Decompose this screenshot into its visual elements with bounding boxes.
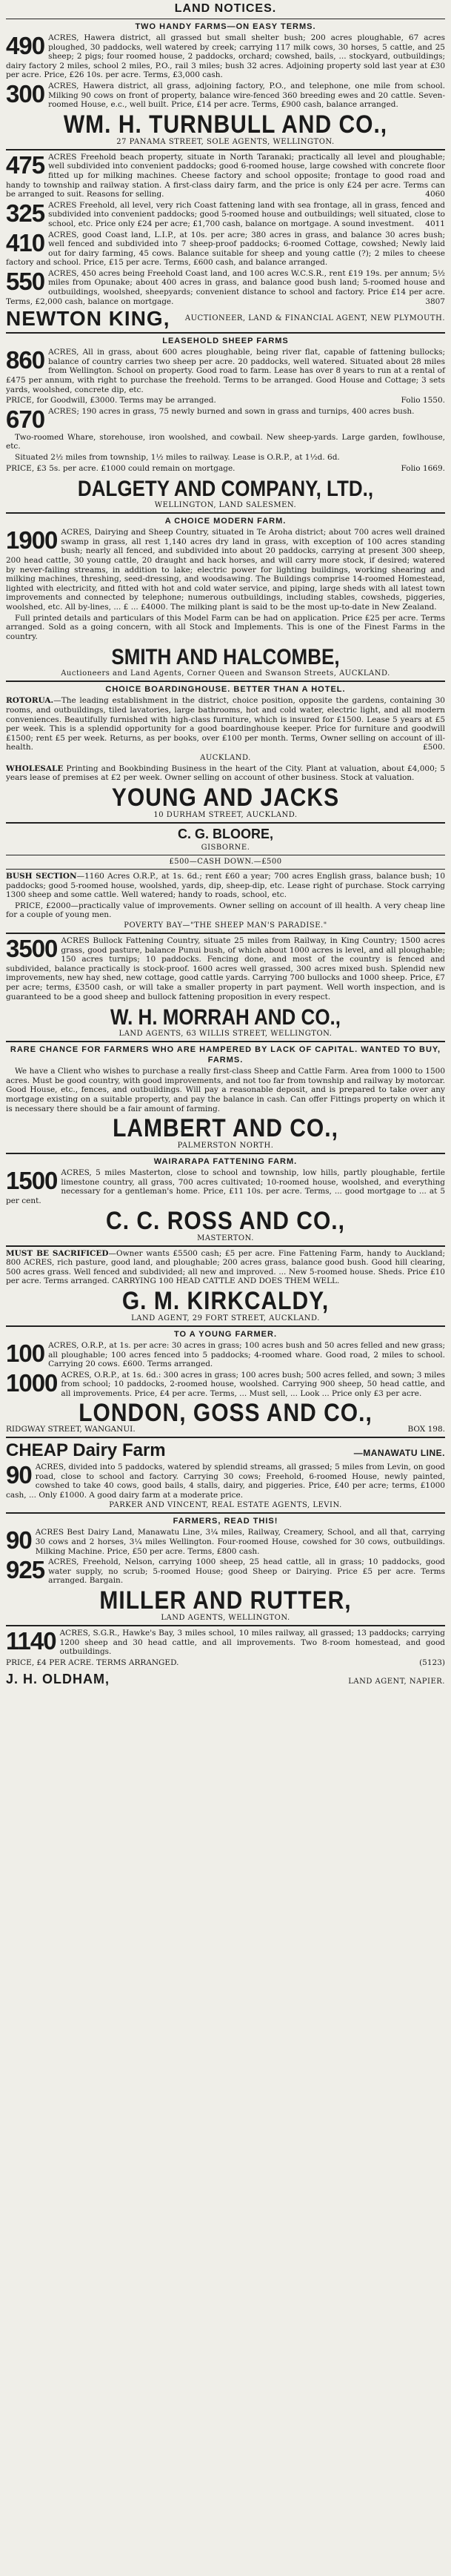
ad-bloore [6,826,445,930]
listing [6,1168,445,1205]
ad-heading: A CHOICE MODERN FARM. [164,517,287,526]
divider [6,822,445,824]
listing-text: ACRES, good Coast land, L.I.P., at 10s. per acre; 380 acres in grass, and balance 30 acres bush; well fenced and subdivided into 7 sheep-proof paddocks; 6-roomed Cottage, cowshed; Newly laid out for dairy farming, 45 cows. Balance suitable for sheep and young cattle (?); 2 miles to cheese factory and school. Price, £15 per acre. Terms, £600 cash, and balance arranged. [6,230,445,268]
acreage-number: 325 [6,199,45,227]
section-title: LAND NOTICES. [174,2,277,15]
acreage-number: 3500 [6,935,58,963]
ad-oldham [6,1629,445,1687]
listing [6,348,445,394]
agent-name: NEWTON KING, [6,307,170,331]
ad-newton-king [6,150,445,331]
listing [6,1528,445,1556]
listing [6,696,445,752]
acreage-number: 550 [6,267,45,295]
price-banner: £500—CASH DOWN.—£500 [169,858,282,867]
listing [6,201,445,229]
acreage-number: 100 [6,1339,45,1367]
agent-name: LONDON, GOSS AND CO., [78,1399,373,1428]
listing [6,407,445,431]
divider [6,869,445,870]
price-text: PRICE, £4 PER ACRE. TERMS ARRANGED. [6,1658,179,1667]
agent-address: GISBORNE. [201,844,250,852]
agent-block [6,308,445,330]
listing [6,936,445,1001]
agent-address: LAND AGENTS, 63 WILLIS STREET, WELLINGTON. [118,1030,333,1039]
divider [6,1041,445,1042]
ad-young-jacks [6,684,445,820]
divider [6,1153,445,1154]
ad-heading: CHEAP Dairy Farm [6,1440,166,1461]
listing [6,33,445,80]
folio-number: 3807 [425,297,445,306]
agent-address: LAND AGENT, NAPIER. [348,1678,445,1686]
acreage-number: 90 [6,1461,32,1489]
agent-name: YOUNG AND JACKS [111,783,340,812]
listing [6,269,445,306]
agent-address: LAND AGENTS, WELLINGTON. [161,1614,290,1622]
agent-name: C. C. ROSS AND CO., [106,1206,345,1235]
agent-name: G. M. KIRKCALDY, [121,1286,330,1315]
folio-number: (5123) [419,1658,445,1667]
listing-text: ACRES, Hawera district, all grass, adjoining factory, P.O., and telephone, one mile from school. Milking 90 cows on front of property, balance wire-fenced 360 breeding ewes and 20 cattle. Seven-roomed House, e.c., well built. Price, £14 per acre. Terms, £900 cash, balance arranged. [48,81,445,110]
divider [6,681,445,682]
agent-address: RIDGWAY STREET, WANGANUI. [6,1425,136,1434]
listing-text: ACRES; 190 acres in grass, 75 newly burned and sown in grass and turnips, 400 acres bush. [48,406,415,416]
listing-text: ACRES Bullock Fattening Country, situate 25 miles from Railway, in King Country; 1500 acres grass, good pasture, balance Punui bush, of which about 1000 acres is level, and all ploughable; 150 acres turnips; 10 paddocks. Fencing done, and most of the country is fenced and subdivided, balance practically is stock-proof. 1600 acres well grassed, 300 acres mixed bush. Splendid new improvements, new hay shed, new cottage, good cattle yards. Carrying 700 bullocks and 1000 sheep. Price, £7 per acre; terms, £3500 cash, or will take a smaller property in part payment. Well worth inspection, and is guaranteed to be a good sheep and bullock fattening proposition in every respect. [6,936,445,1001]
listing [6,1557,445,1586]
agent-name: PARKER AND VINCENT, REAL ESTATE AGENTS, LEVIN. [109,1501,342,1510]
listing [6,1629,445,1657]
listing-lead: MUST BE SACRIFICED [6,1248,109,1258]
price-text: PRICE, for Goodwill, £3000. Terms may be arranged. [6,396,216,405]
listing-detail: Situated 2½ miles from township, 1½ miles to railway. Lease is O.R.P., at 1½d. 6d. [15,453,340,462]
ad-heading: TO A YOUNG FARMER. [173,1329,277,1339]
agent-tagline: AUCTIONEER, LAND & FINANCIAL AGENT, NEW PLYMOUTH. [184,314,445,323]
ad-heading: RARE CHANCE FOR FARMERS WHO ARE HAMPERED BY LACK OF CAPITAL. WANTED TO BUY, FARMS. [10,1045,441,1065]
folio-number: 4060 [425,190,445,199]
folio-number: 4011 [425,219,445,228]
listing-text: —Owner wants £5500 cash; £5 per acre. Fine Fattening Farm, handy to Auckland; 800 ACRES, rich pasture, good land, and ploughable; 200 acres grass, balance good bush. Good hill clearing, 500 acres grass. Well fenced and subdivided; all new and improved. ... New 5-roomed house. Sheds. Price £10 per acre. Terms arranged. CARRYING 100 HEAD CATTLE AND DOES THEM WELL. [6,1248,445,1286]
listing [6,872,445,900]
listing [6,764,445,783]
acreage-number: 300 [6,79,45,107]
listing-detail: Full printed details and particulars of this Model Farm can be had on application. Price £25 per acre. Terms arranged. Sold as a going concern, with all Stock and Implements. This is one of the Finest Farms in the country. [6,613,445,641]
listing-text: ACRES, Hawera district, all grassed but small shelter bush; 200 acres ploughable, 67 acres ploughed, 30 paddocks, well watered by creek; carrying 117 milk cows, 30 horses, 5 cattle, and 25 sheep; 2 pigs; four roomed house, 2 paddocks, orchard; cowshed, bails, ... stockyard, outbuildings; dairy factory 2 miles, school 2 miles, P.O., rail 3 miles; bush 32 acres. Adjoining property sold last year at £30 per acre. Price, £26 10s. per acre. Terms, £3,000 cash. [6,33,445,80]
acreage-number: 860 [6,346,45,374]
listing [6,1249,445,1286]
agent-name: MILLER AND RUTTER, [99,1586,352,1615]
divider [6,332,445,334]
ad-lambert [6,1044,445,1150]
listing-lead: WHOLESALE [6,764,64,773]
ad-heading: FARMERS, READ THIS! [173,1517,278,1526]
listing-text: —1160 Acres O.R.P., at 1s. 6d.; rent £60 a year; 700 acres English grass, balance bush; 10 paddocks; good 5-roomed house, woolshed, yards, dip, sheep-dip, etc. Lease right of purchase. Stock carrying 1300 sheep and some cattle. Well watered; handy to roads, school, etc. [6,872,445,900]
listing [6,228,445,268]
price-text: PRICE, £3 5s. per acre. £1000 could remain on mortgage. [6,463,235,473]
listing [6,528,445,612]
divider [6,1625,445,1626]
divider [6,1512,445,1514]
agent-name: C. G. BLOORE, [177,827,273,842]
divider [6,1437,445,1438]
ad-turnbull [6,33,445,147]
acreage-number: 475 [6,150,45,179]
listing-text: ACRES, All in grass, about 600 acres ploughable, being river flat, capable of fattening bullocks; balance of country carries two sheep per acre. 20 paddocks, well watered. Situated about 28 miles from Wellington. School on property. Good road to farm. Lease has over 8 years to run at a rental of £475 per annum, with right to purchase the freehold. Terms to be arranged. Good House and Cottage; 3 sets yards, woolshed, concrete dip, etc. [6,348,445,394]
listing-text: ACRES, 450 acres being Freehold Coast land, and 100 acres W.C.S.R., rent £19 19s. per annum; 5½ miles from Opunake; about 400 acres in grass, and balance good bush land; 5-roomed house and outbuildings, woolshed, sheepyards; convenient distance to school and factory. Price £14 per acre. Terms, £2,000 cash, balance on mortgage. [6,268,445,306]
agent-address: Auctioneers and Land Agents, Corner Queen and Swanson Streets, AUCKLAND. [61,669,390,678]
po-box: BOX 198. [407,1425,445,1434]
listing-text: ACRES, 5 miles Masterton, close to school and township, low hills, partly ploughable, fertile limestone country, all grass, 700 acres cultivated; 10-roomed house, woolshed, and everything necessary for a gentleman's home. Price, £11 10s. per acre. Terms, ... good mortgage to ... at 5 per cent. [6,1168,445,1205]
ad-smith-halcombe [6,516,445,678]
listing-text: ACRES, divided into 5 paddocks, watered by splendid streams, all grassed; 5 miles from Levin, on good road, close to school and factory. Carrying 30 cows; Freehold, 6-roomed House, newly painted, cowshed to take 40 cows, good bails, 4 stalls, dairy, and piggeries. Price, £40 per acre; terms, £1000 cash, ... Only £1000. A good dairy farm at a moderate price. [6,1463,445,1500]
ad-morrah [6,936,445,1039]
price-line [6,464,445,474]
price-line [6,396,445,405]
ad-heading: WAIRARAPA FATTENING FARM. [153,1157,298,1167]
listing-text: ACRES, Dairying and Sheep Country, situated in Te Aroha district; about 700 acres well drained swamp in grass, all rest 1,140 acres dry land in grass, with exception of 100 acres standing bush; nearly all fenced, and subdivided into about 20 paddocks, carrying at present 300 sheep, 200 head cattle, 30 young cattle, 20 draught and hack horses, and will carry more stock, if desired; watered by never-failing streams, in addition to lake; electric power for lighting buildings, working shearing and milking machines, threshing, seed-dressing, and woodsawing. The Buildings comprise 14-roomed Homestead, lighted with electricity, and fitted with hot and cold water service, and piping, large sheds with all latest town improvements and connected by telephone; numerous outbuildings, including stables, cowsheds, piggeries, woolshed, etc. All by-lines, ... £ ... £4000. The milking plant is said to be the most up-to-date in New Zealand. [6,528,445,612]
listing-text: We have a Client who wishes to purchase a really first-class Sheep and Cattle Farm. Area from 1000 to 1500 acres. Must be good country, with good improvements, and not too far from township and railway by motorcar. Good House, etc., fences, and outbuildings. Will pay a reasonable deposit, and is prepared to take over any mortgage existing on a suitable property, and pay the balance in cash. Can offer Fittings property on which it is necessary there should be a fair amount of farming. [6,1067,445,1113]
ad-dalgety [6,336,445,510]
divider [6,149,445,150]
ad-kirkcaldy [6,1249,445,1323]
listing-detail: Two-roomed Whare, storehouse, iron woolshed, and cowbail. New sheep-yards. Large garden, fowlhouse, etc. [6,432,445,451]
listing [6,1463,445,1500]
listing-text: ACRES, O.R.P., at 1s. 6d.: 300 acres in grass; 100 acres bush; 500 acres felled, and sown; 3 miles from school; 10 paddocks, 2-roomed house, woolshed. Carrying 900 sheep, 50 head cattle, and all improvements. Price, £4 per acre. Terms, ... Must sell, ... Look ... Price only £3 per acre. [61,1370,445,1398]
listing-detail: PRICE, £2000—practically value of improvements. Owner selling on account of ill health. A very cheap line for a couple of young men. [6,901,445,920]
folio-number: £500. [422,743,445,752]
ad-heading-row [6,1440,445,1461]
folio-number: Folio 1669. [401,463,445,473]
listing [6,1368,445,1399]
acreage-number: 410 [6,228,45,256]
agent-block [6,1672,445,1687]
listing-text: ACRES, S.G.R., Hawke's Bay, 3 miles school, 10 miles railway, all grassed; 13 paddocks; carrying 1200 sheep and 30 head cattle, and all improvements. Two 8-room homestead, and good outbuildings. [59,1629,445,1657]
agent-name: J. H. OLDHAM, [6,1672,110,1687]
folio-number: Folio 1550. [401,396,445,405]
listing-lead: ROTORUA. [6,696,54,706]
ad-heading: TWO HANDY FARMS—ON EASY TERMS. [135,22,316,31]
ad-subheading: —MANAWATU LINE. [353,1448,445,1459]
listing-text: Printing and Bookbinding Business in the heart of the City. Plant at valuation, about £4,000; 5 years lease of premises at £2 per week. Owner selling on account of other business. Stock at valuation. [6,764,445,783]
agent-address: LAND AGENT, 29 FORT STREET, AUCKLAND. [131,1314,320,1322]
listing-text: —The leading establishment in the district, choice position, opposite the gardens, containing 30 rooms, and outbuildings, tiled lavatories, large bathrooms, hot and cold water, electric light, and all modern conveniences. Beautifully furnished with high-class furniture, which is insured for £1500. Lease 5 years at £5 per week. This is a splendid opportunity for a good boardinghouse keeper. Price for furniture and goodwill £1500; rent £5 per week. Returns, as per books, over £100 per month. Terms, Owner selling on account of ill-health. [6,696,445,752]
acreage-number: 1900 [6,526,58,554]
acreage-number: 490 [6,32,45,59]
location-label: AUCKLAND. [200,753,251,762]
ad-heading: LEASEHOLD SHEEP FARMS [162,337,289,346]
listing [6,150,445,199]
acreage-number: 670 [6,405,45,433]
agent-address: 27 PANAMA STREET, SOLE AGENTS, WELLINGTON. [116,137,335,146]
listing-text: ACRES Freehold, all level, very rich Coast fattening land with sea frontage, all in grass, fenced and subdivided into convenient paddocks; good 5-roomed house and outbuildings; well situated, close to school, etc. Price only £24 per acre; £1,700 cash, balance on mortgage. A sound investment. [48,200,445,228]
ad-heading: CHOICE BOARDINGHOUSE. BETTER THAN A HOTEL. [105,685,346,695]
listing-text: ACRES Freehold beach property, situate in North Taranaki; practically all level and ploughable; well subdivided into convenient paddocks; good 6-roomed house, large cowshed with concrete floor fitted up for milking machines. Cheese factory and school opposite; frontage to good road and handy to township and railway station. A first-class dairy farm, and the price is only £24 per acre. Terms can be arranged to suit. Reasons for selling. [6,152,445,199]
agent-name: LAMBERT AND CO., [113,1114,338,1142]
acreage-number: 925 [6,1556,45,1584]
ad-london-goss [6,1329,445,1434]
ad-miller-rutter [6,1516,445,1623]
listing [6,1341,445,1369]
listing [6,79,445,110]
listing-text: ACRES, Freehold, Nelson, carrying 1000 sheep, 25 head cattle, all in grass; 10 paddocks, good water supply, no scrub; 5-roomed House; good Sheep or Dairying. Price £5 per acre. Terms arranged. Bargain. [48,1557,445,1586]
listing-text: ACRES, O.R.P., at 1s. per acre: 30 acres in grass; 100 acres bush and 50 acres felled and new grass; all ploughable; 100 acres fenced into 5 paddocks; 4-roomed whare. Good road, 2 miles to school. Carrying 20 cows. £600. Terms arranged. [48,1340,445,1369]
listing-text: ACRES Best Dairy Land, Manawatu Line, 3¼ miles, Railway, Creamery, School, and all that, carrying 30 cows and 2 horses, 3¼ miles Wellington. Four-roomed House, cowshed for 30 cows, outbuildings. Milking Machine. Price, £50 per acre. Terms, £800 cash. [35,1528,445,1556]
divider [6,933,445,934]
price-line [6,1658,445,1668]
agent-address: 10 DURHAM STREET, AUCKLAND. [153,811,298,820]
acreage-number: 1140 [6,1627,56,1655]
agent-name: DALGETY AND COMPANY, LTD., [77,475,374,501]
agent-address: MASTERTON. [197,1234,254,1242]
ad-parker-vincent [6,1440,445,1510]
divider [6,1245,445,1247]
agent-address: PALMERSTON NORTH. [177,1142,274,1150]
acreage-number: 1500 [6,1167,58,1195]
slogan: POVERTY BAY—"THE SHEEP MAN'S PARADISE." [124,921,327,930]
listing-lead: BUSH SECTION [6,872,77,881]
agent-name: WM. H. TURNBULL AND CO., [63,110,388,139]
acreage-number: 90 [6,1526,32,1554]
acreage-number: 1000 [6,1368,58,1397]
agent-name: W. H. MORRAH AND CO., [110,1004,341,1030]
agent-address: WELLINGTON, LAND SALESMEN. [154,501,297,510]
ad-ross [6,1156,445,1242]
agent-name: SMITH AND HALCOMBE, [111,643,340,669]
divider [6,512,445,514]
divider [6,1325,445,1327]
